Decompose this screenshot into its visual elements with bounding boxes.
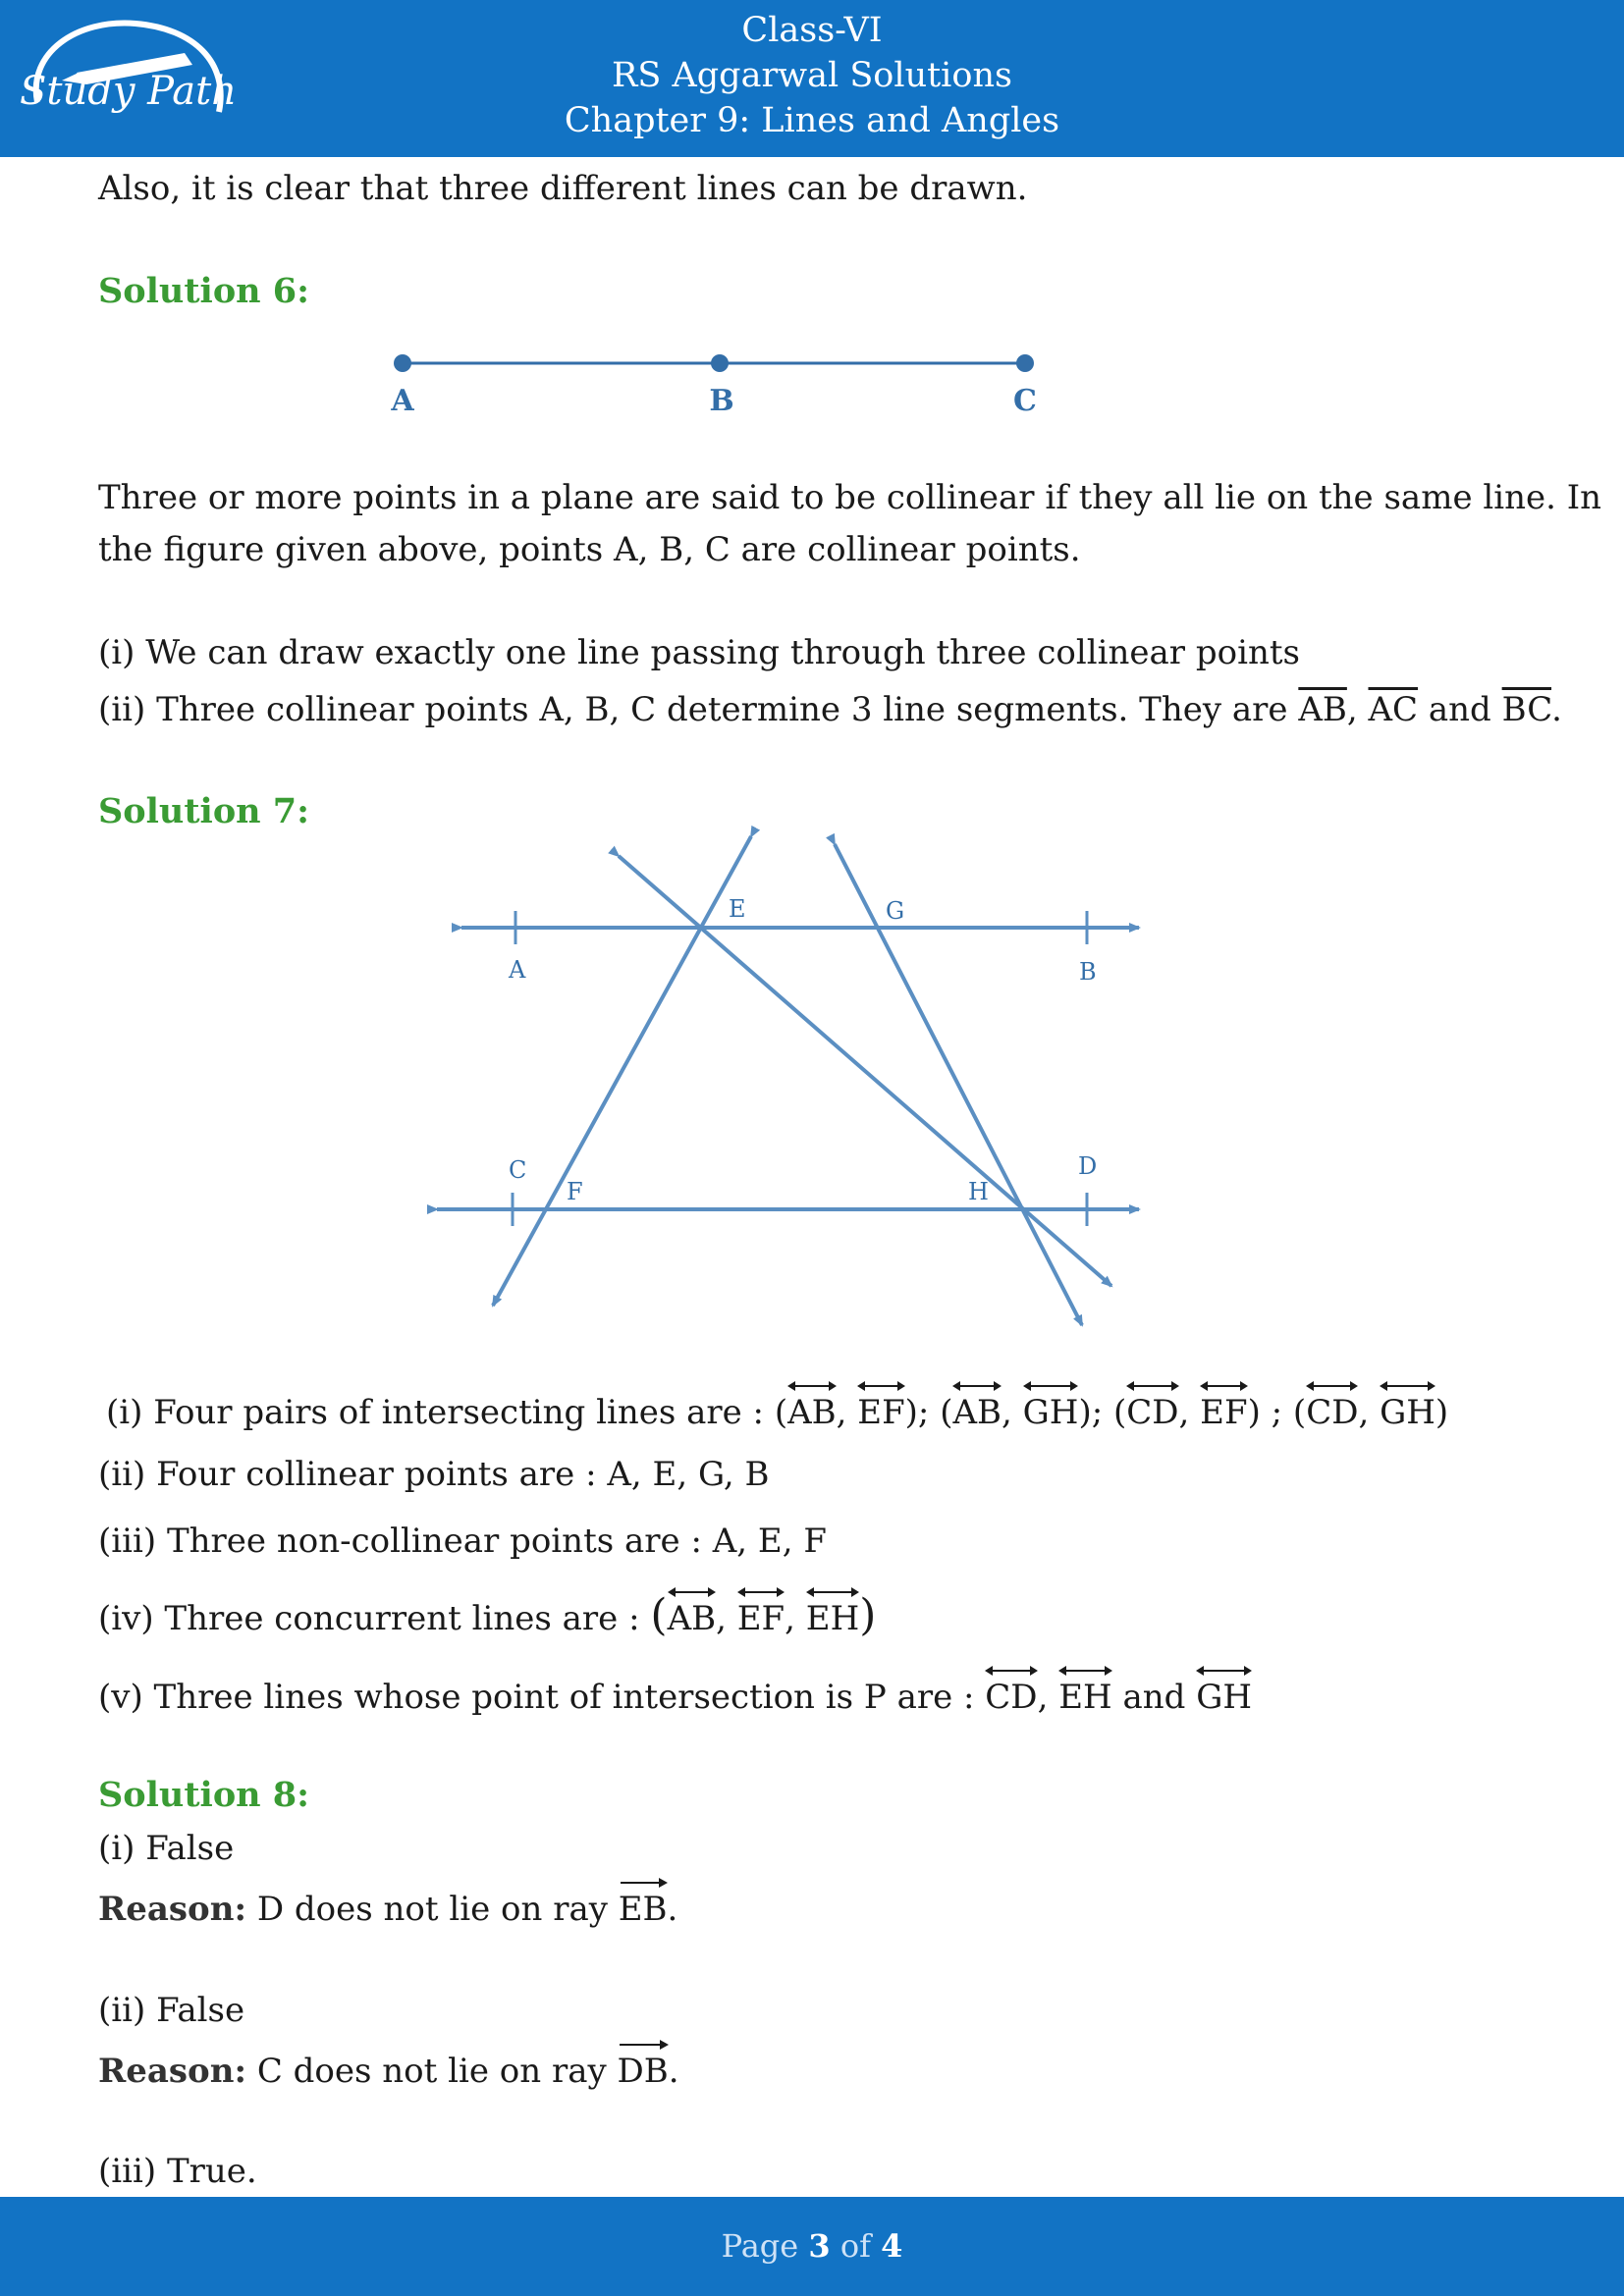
label-b: B bbox=[709, 384, 734, 418]
solution-6-item-1: (i) We can draw exactly one line passing through three collinear points bbox=[98, 633, 1300, 672]
item-2-end: . bbox=[1551, 690, 1562, 729]
fig-label-f: F bbox=[567, 1178, 583, 1205]
line-cd: CD bbox=[1126, 1380, 1178, 1439]
line-ab: AB bbox=[952, 1380, 1001, 1439]
solution-7-item-i: (i) Four pairs of intersecting lines are : ( AB, EF); ( AB, GH); ( CD, EF) ; ( CD, GH) bbox=[106, 1380, 1448, 1439]
solution-8-reason-1: Reason: D does not lie on ray EB. bbox=[98, 1877, 677, 1936]
page-footer bbox=[0, 2197, 1624, 2296]
item-2-and: and bbox=[1418, 690, 1502, 729]
header-chapter: Chapter 9: Lines and Angles bbox=[564, 101, 1060, 140]
intersecting-lines-figure bbox=[422, 815, 1168, 1364]
label-c: C bbox=[1013, 384, 1037, 418]
page-header bbox=[0, 0, 1624, 157]
line-gh: GH bbox=[1380, 1380, 1435, 1439]
line-ef: EF bbox=[857, 1380, 904, 1439]
point-a bbox=[394, 354, 411, 372]
footer-page-number: 3 bbox=[808, 2227, 831, 2265]
line-eh: EH bbox=[806, 1586, 859, 1645]
reason-label: Reason: bbox=[98, 2052, 247, 2091]
header-title-block bbox=[0, 8, 1624, 143]
ray-eb: EB bbox=[619, 1877, 668, 1936]
segment-bc: $\overline{BC}$ bbox=[1501, 690, 1552, 729]
fig-label-h: H bbox=[968, 1178, 989, 1205]
label-a: A bbox=[391, 384, 414, 418]
solution-8-title: Solution 8: bbox=[98, 1775, 310, 1815]
item-v-and: and bbox=[1122, 1678, 1186, 1717]
solution-6-para-2: the figure given above, points A, B, C are collinear points. bbox=[98, 530, 1081, 569]
line-eh bbox=[619, 856, 1111, 1286]
ray-db: DB bbox=[618, 2039, 669, 2098]
solution-7-item-v: (v) Three lines whose point of intersection is P are : CD, EH and GH bbox=[98, 1665, 1252, 1724]
line-gh: GH bbox=[1196, 1665, 1252, 1724]
header-class: Class-VI bbox=[741, 11, 883, 50]
solution-6-para-1: Three or more points in a plane are said to be collinear if they all lie on the same line. In bbox=[98, 478, 1602, 517]
segment-ac: $\overline{AC}$ bbox=[1368, 690, 1419, 729]
line-ef: EF bbox=[1200, 1380, 1247, 1439]
footer-of-word: of bbox=[839, 2227, 871, 2265]
collinear-figure bbox=[373, 344, 1060, 422]
solution-8-item-ii: (ii) False bbox=[98, 1991, 245, 2030]
item-v-prefix: (v) Three lines whose point of intersection is P are : bbox=[98, 1678, 986, 1717]
line-ef bbox=[493, 836, 751, 1306]
item-2-prefix: (ii) Three collinear points A, B, C determine 3 line segments. They are bbox=[98, 690, 1299, 729]
line-ab: AB bbox=[668, 1586, 717, 1645]
fig-label-e: E bbox=[729, 895, 746, 923]
point-b bbox=[711, 354, 729, 372]
solution-6-item-2: (ii) Three collinear points A, B, C determine 3 line segments. They are $\overline{AB}$, $\overline{AC}$ and $\overline{BC}$. bbox=[98, 690, 1562, 729]
item-iv-prefix: (iv) Three concurrent lines are : bbox=[98, 1599, 651, 1638]
line-gh bbox=[835, 844, 1082, 1325]
line-gh: GH bbox=[1023, 1380, 1079, 1439]
solution-6-title: Solution 6: bbox=[98, 271, 310, 311]
solution-7-item-iv: (iv) Three concurrent lines are : ( AB, EF, EH) bbox=[98, 1586, 876, 1645]
line-cd: CD bbox=[985, 1665, 1037, 1724]
header-book: RS Aggarwal Solutions bbox=[612, 56, 1012, 95]
solution-7-item-iii: (iii) Three non-collinear points are : A, E, F bbox=[98, 1522, 827, 1561]
segment-ab: $\overline{AB}$ bbox=[1298, 690, 1347, 729]
reason-1-text: D does not lie on ray bbox=[246, 1890, 619, 1929]
footer-page-total: 4 bbox=[881, 2227, 903, 2265]
point-c bbox=[1016, 354, 1034, 372]
item-i-prefix: (i) Four pairs of intersecting lines are : ( bbox=[106, 1393, 788, 1432]
solution-7-title: Solution 7: bbox=[98, 791, 310, 831]
line-ef: EF bbox=[737, 1586, 785, 1645]
fig-label-g: G bbox=[886, 897, 905, 925]
line-ab: AB bbox=[787, 1380, 837, 1439]
solution-8-item-iii: (iii) True. bbox=[98, 2152, 257, 2191]
fig-label-a: A bbox=[509, 956, 526, 984]
solution-7-item-ii: (ii) Four collinear points are : A, E, G, B bbox=[98, 1455, 770, 1494]
line-cd: CD bbox=[1306, 1380, 1358, 1439]
fig-label-b: B bbox=[1079, 958, 1097, 986]
footer-page-word: Page bbox=[721, 2227, 799, 2265]
reason-2-text: C does not lie on ray bbox=[246, 2052, 618, 2091]
reason-label: Reason: bbox=[98, 1890, 247, 1929]
solution-8-reason-2: Reason: C does not lie on ray DB. bbox=[98, 2039, 679, 2098]
logo-text: Study Path bbox=[20, 69, 237, 114]
intro-text: Also, it is clear that three different lines can be drawn. bbox=[98, 169, 1028, 208]
fig-label-d: D bbox=[1078, 1152, 1098, 1180]
line-eh: EH bbox=[1058, 1665, 1111, 1724]
fig-label-c: C bbox=[509, 1156, 527, 1184]
solution-8-item-i: (i) False bbox=[98, 1829, 235, 1868]
